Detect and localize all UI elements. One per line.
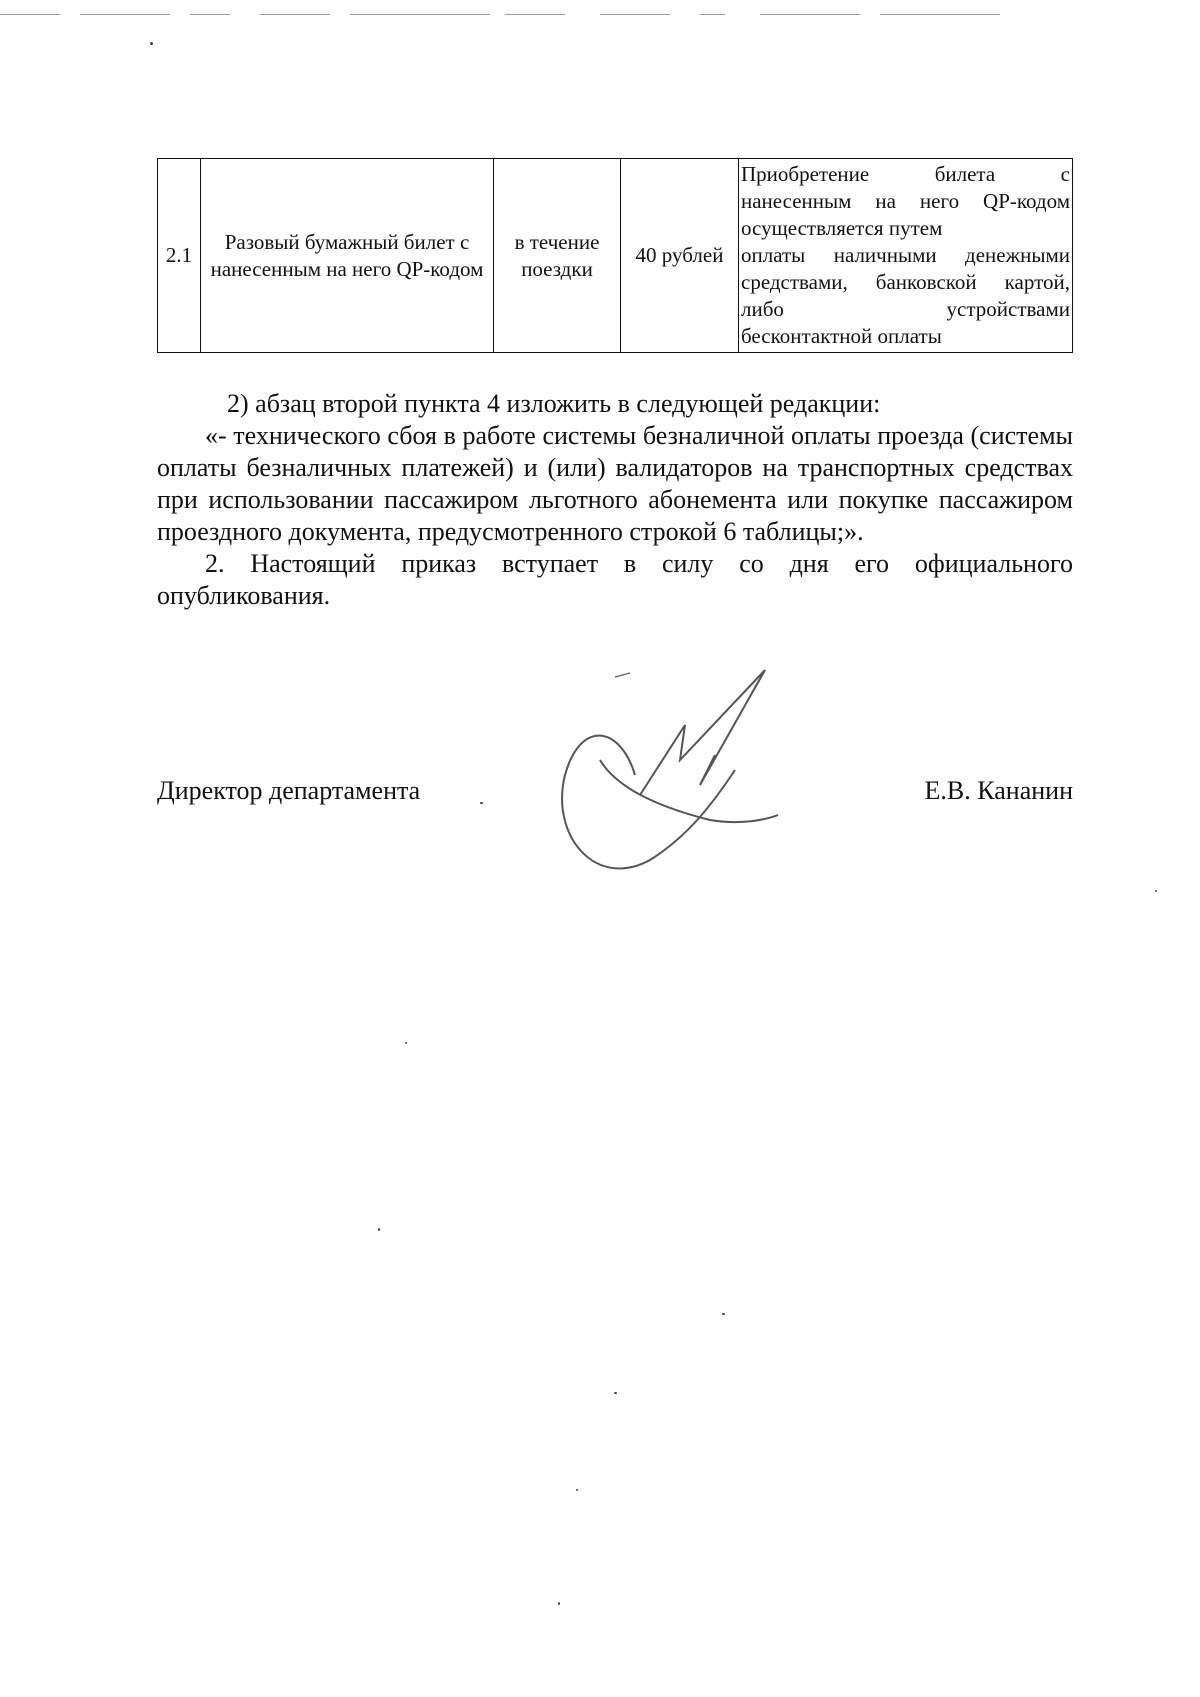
scan-speck (722, 1313, 725, 1315)
condition-line: осуществляется путем (741, 216, 943, 240)
ticket-name: Разовый бумажный билет с нанесенным на него QP-кодом (201, 159, 494, 353)
amendment-text (157, 388, 1073, 612)
fare-table (157, 158, 1073, 353)
scan-speck (558, 1602, 560, 1605)
scan-speck (576, 1489, 578, 1491)
scan-speck (378, 1228, 380, 1231)
validity-period: в течение поездки (494, 159, 621, 353)
paragraph-clause-2: 2. Настоящий приказ вступает в силу со дня его официального опубликования. (157, 549, 1073, 610)
condition-line: Приобретение билета с (741, 162, 1070, 186)
scan-speck (480, 802, 483, 804)
handwritten-signature (540, 665, 790, 885)
scan-speck (614, 1392, 617, 1394)
condition-line: оплаты наличными денежными (741, 243, 1070, 267)
scan-speck (1155, 890, 1157, 892)
table-row (158, 159, 1073, 353)
condition-line: нанесенным на него QP-кодом (741, 189, 1070, 213)
scan-artifact-top (0, 14, 1200, 18)
row-number: 2.1 (158, 159, 201, 353)
condition-line: средствами, банковской картой, (741, 270, 1070, 294)
signatory-title: Директор департамента (157, 776, 421, 805)
paragraph-quote: «- технического сбоя в работе системы безналичной оплаты проезда (системы оплаты безналичных платежей) и (или) валидаторов на транспортных средствах при использовании пассажиром льготного абонемента или покупке пассажиром проездного документа, предусмотренного строкой 6 таблицы;». (157, 421, 1073, 546)
paragraph-item-2: 2) абзац второй пункта 4 изложить в следующей редакции: (227, 389, 881, 418)
purchase-conditions (739, 159, 1073, 353)
scan-speck (405, 1042, 407, 1044)
condition-line: либо устройствами (741, 297, 1070, 321)
condition-line: бесконтактной оплаты (741, 324, 942, 348)
scan-speck (150, 42, 153, 45)
ticket-price: 40 рублей (621, 159, 739, 353)
signatory-name: Е.В. Кананин (924, 776, 1073, 805)
